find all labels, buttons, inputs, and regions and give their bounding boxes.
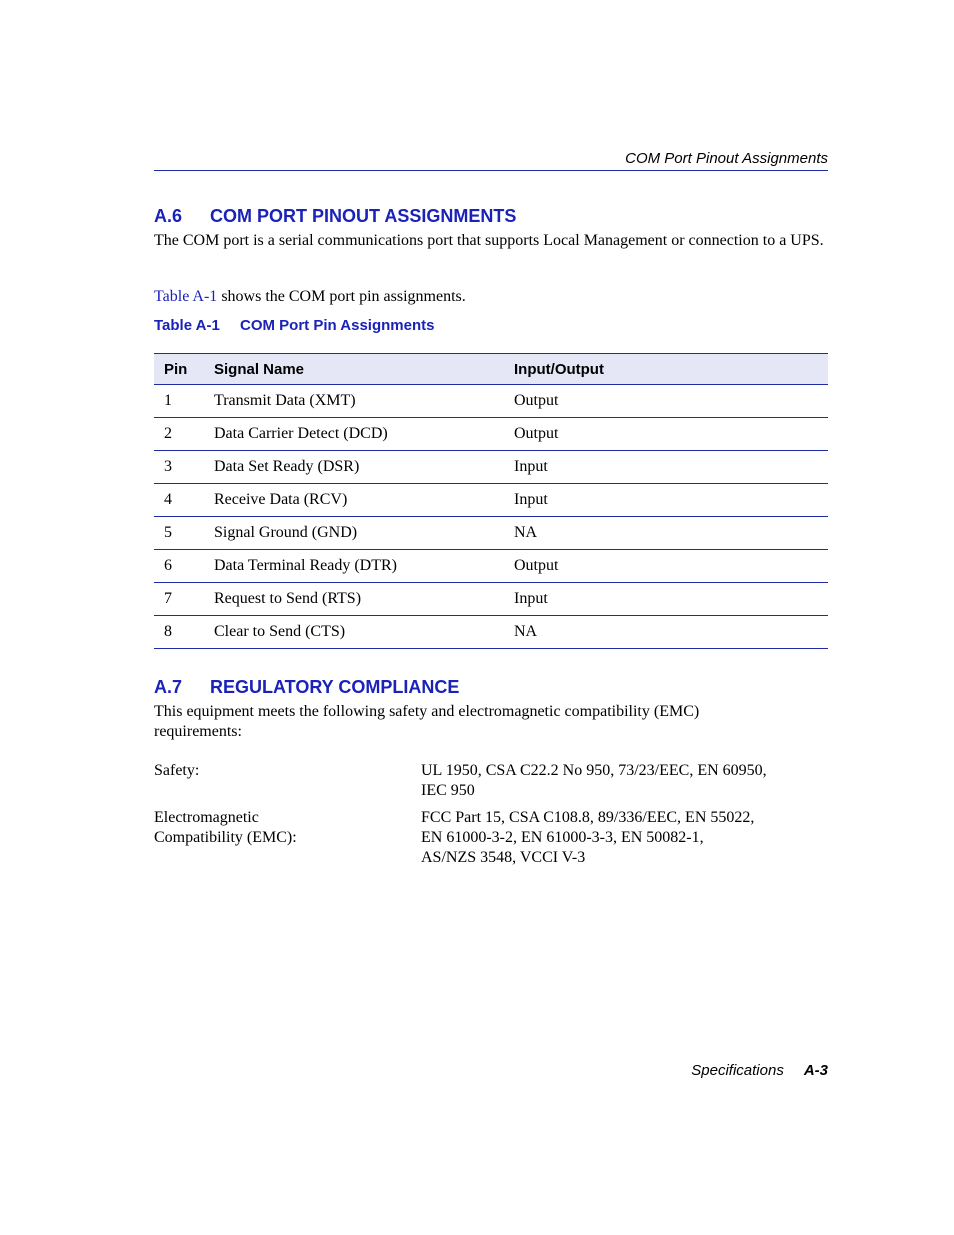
section-heading-a6 — [154, 205, 516, 227]
spec-value-line: FCC Part 15, CSA C108.8, 89/336/EEC, EN 55022, — [421, 809, 755, 826]
cell-pin: 1 — [154, 385, 214, 418]
cell-input-output: Input — [514, 583, 828, 616]
cell-input-output: Output — [514, 418, 828, 451]
cell-signal-name: Data Terminal Ready (DTR) — [214, 550, 514, 583]
spec-value-line: AS/NZS 3548, VCCI V-3 — [421, 849, 586, 866]
spec-label-line: Compatibility (EMC): — [154, 829, 297, 846]
table-row — [154, 517, 828, 550]
table-caption-title: COM Port Pin Assignments — [240, 317, 435, 334]
section-heading-a7 — [154, 676, 459, 698]
section-number: A.7 — [154, 677, 183, 697]
section-title: REGULATORY COMPLIANCE — [210, 677, 460, 697]
paragraph-text: shows the COM port pin assignments. — [217, 288, 466, 305]
running-head: COM Port Pinout Assignments — [625, 150, 828, 167]
table-header-row — [154, 354, 828, 385]
cell-pin: 5 — [154, 517, 214, 550]
cell-pin: 3 — [154, 451, 214, 484]
table-row — [154, 385, 828, 418]
cell-signal-name: Data Carrier Detect (DCD) — [214, 418, 514, 451]
table-row — [154, 583, 828, 616]
cell-input-output: Output — [514, 550, 828, 583]
cell-pin: 7 — [154, 583, 214, 616]
cell-input-output: NA — [514, 517, 828, 550]
table-row — [154, 484, 828, 517]
table-caption-number: Table A-1 — [154, 317, 220, 334]
cell-signal-name: Data Set Ready (DSR) — [214, 451, 514, 484]
spec-value-line: IEC 950 — [421, 782, 475, 799]
cell-signal-name: Receive Data (RCV) — [214, 484, 514, 517]
footer-chapter-title: Specifications — [691, 1062, 784, 1079]
cell-input-output: Input — [514, 484, 828, 517]
spec-value-line: UL 1950, CSA C22.2 No 950, 73/23/EEC, EN 60950, — [421, 762, 767, 779]
table-caption — [154, 316, 434, 336]
footer-page-number: A-3 — [803, 1062, 828, 1079]
cell-input-output: NA — [514, 616, 828, 649]
cell-signal-name: Clear to Send (CTS) — [214, 616, 514, 649]
spec-label-line: Electromagnetic — [154, 809, 259, 826]
paragraph-compliance-intro: This equipment meets the following safety and electromagnetic compatibility (EMC) requirements: — [154, 703, 700, 740]
spec-value-line: EN 61000-3-2, EN 61000-3-3, EN 50082-1, — [421, 829, 704, 846]
spec-label-safety: Safety: — [154, 762, 200, 779]
cell-pin: 8 — [154, 616, 214, 649]
cell-pin: 4 — [154, 484, 214, 517]
cell-signal-name: Transmit Data (XMT) — [214, 385, 514, 418]
column-header-signal-name: Signal Name — [214, 354, 514, 385]
cell-signal-name: Request to Send (RTS) — [214, 583, 514, 616]
cell-input-output: Input — [514, 451, 828, 484]
table-cross-reference-link[interactable]: Table A-1 — [154, 288, 218, 305]
table-row — [154, 451, 828, 484]
cell-pin: 6 — [154, 550, 214, 583]
cell-signal-name: Signal Ground (GND) — [214, 517, 514, 550]
paragraph-table-reference — [154, 287, 828, 307]
section-title: COM PORT PINOUT ASSIGNMENTS — [210, 206, 517, 226]
table-row — [154, 550, 828, 583]
section-number: A.6 — [154, 206, 183, 226]
paragraph-com-port-intro: The COM port is a serial communications port that supports Local Management or connection to a UPS. — [154, 232, 824, 249]
column-header-input-output: Input/Output — [514, 354, 828, 385]
cell-pin: 2 — [154, 418, 214, 451]
page-footer — [154, 1061, 828, 1081]
spec-label-emc — [154, 808, 404, 848]
table-row — [154, 616, 828, 649]
com-port-pin-table — [154, 353, 828, 649]
spec-value-emc — [421, 808, 821, 868]
header-rule — [154, 170, 828, 171]
spec-value-safety — [421, 761, 821, 801]
cell-input-output: Output — [514, 385, 828, 418]
table-row — [154, 418, 828, 451]
column-header-pin: Pin — [154, 354, 214, 385]
